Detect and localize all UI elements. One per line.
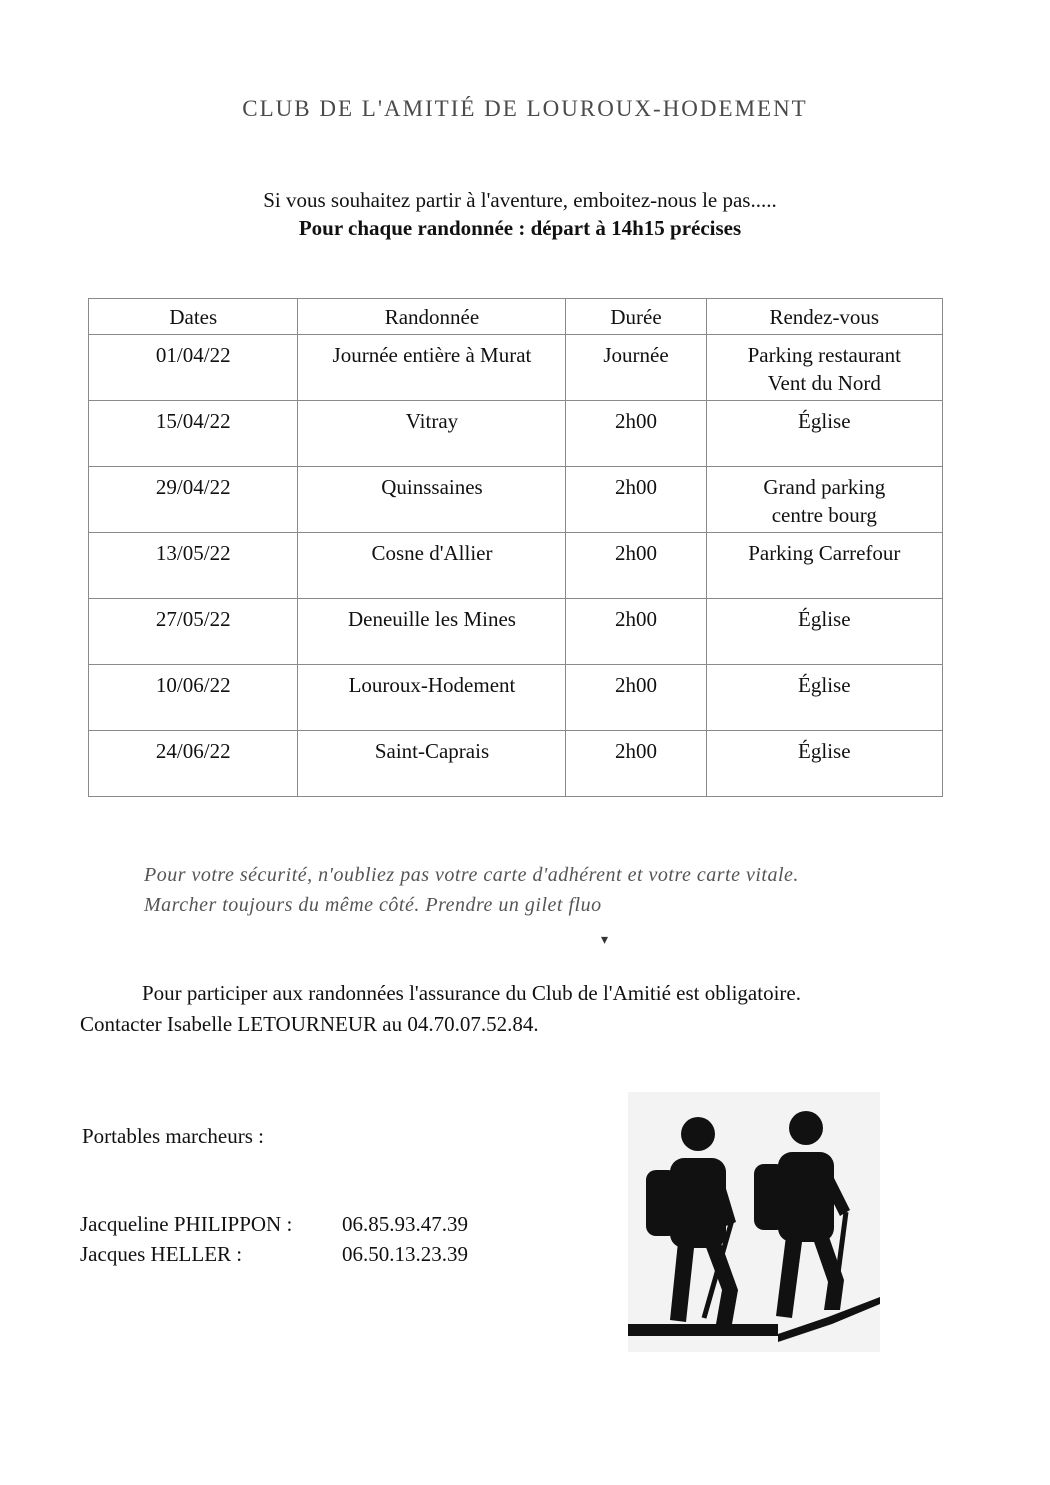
safety-notice — [144, 860, 964, 920]
contact-name: Jacques HELLER : — [80, 1242, 243, 1266]
cell-randonnee: Quinssaines — [298, 467, 566, 533]
cell-date: 01/04/22 — [89, 335, 298, 401]
contact-phone: 06.85.93.47.39 — [342, 1212, 468, 1236]
cell-duree: Journée — [566, 335, 706, 401]
cell-rendez-vous: Église — [706, 665, 942, 731]
cell-duree: 2h00 — [566, 467, 706, 533]
cell-randonnee: Louroux-Hodement — [298, 665, 566, 731]
cell-duree: 2h00 — [566, 665, 706, 731]
cell-randonnee: Vitray — [298, 401, 566, 467]
cell-date: 29/04/22 — [89, 467, 298, 533]
header-dates: Dates — [89, 299, 298, 335]
cell-rendez-vous: Église — [706, 731, 942, 797]
cell-rendez-vous: Parking Carrefour — [706, 533, 942, 599]
contact-phone: 06.50.13.23.39 — [342, 1242, 468, 1266]
header-rendez-vous: Rendez-vous — [706, 299, 942, 335]
header-randonnee: Randonnée — [298, 299, 566, 335]
contact-line: Contacter Isabelle LETOURNEUR au 04.70.07.52.84. — [80, 1012, 539, 1036]
contact-name: Jacqueline PHILIPPON : — [80, 1212, 293, 1236]
safety-line: Marcher toujours du même côté. Prendre un gilet fluo — [144, 894, 602, 916]
cell-randonnee: Saint-Caprais — [298, 731, 566, 797]
contacts-heading: Portables marcheurs : — [82, 1124, 264, 1148]
cell-date: 15/04/22 — [89, 401, 298, 467]
intro-line: Si vous souhaitez partir à l'aventure, emboitez-nous le pas..... — [263, 188, 777, 212]
table-row — [89, 335, 943, 401]
contact-row — [80, 1209, 468, 1239]
cell-date: 10/06/22 — [89, 665, 298, 731]
cell-randonnee: Deneuille les Mines — [298, 599, 566, 665]
header-duree: Durée — [566, 299, 706, 335]
departure-time-line: Pour chaque randonnée : départ à 14h15 précises — [298, 216, 742, 240]
cell-randonnee: Journée entière à Murat — [298, 335, 566, 401]
table-row — [89, 665, 943, 731]
cell-rendez-vous: Parking restaurant Vent du Nord — [706, 335, 942, 401]
hikers-icon — [628, 1092, 880, 1352]
table-header-row — [89, 299, 943, 335]
intro-text — [0, 186, 1040, 242]
insurance-line: Pour participer aux randonnées l'assurance du Club de l'Amitié est obligatoire. — [142, 981, 801, 1005]
cell-duree: 2h00 — [566, 731, 706, 797]
table-row — [89, 401, 943, 467]
tick-mark: ▾ — [601, 933, 609, 948]
table-row — [89, 731, 943, 797]
table-row — [89, 533, 943, 599]
cell-randonnee: Cosne d'Allier — [298, 533, 566, 599]
cell-date: 27/05/22 — [89, 599, 298, 665]
cell-duree: 2h00 — [566, 599, 706, 665]
hike-schedule-table — [88, 298, 943, 797]
contacts-list — [80, 1209, 468, 1269]
safety-line: Pour votre sécurité, n'oubliez pas votre carte d'adhérent et votre carte vitale. — [144, 864, 799, 886]
cell-date: 13/05/22 — [89, 533, 298, 599]
cell-duree: 2h00 — [566, 401, 706, 467]
table-body — [89, 335, 943, 797]
cell-rendez-vous: Église — [706, 599, 942, 665]
cell-date: 24/06/22 — [89, 731, 298, 797]
contact-row — [80, 1239, 468, 1269]
cell-rendez-vous: Grand parking centre bourg — [706, 467, 942, 533]
cell-duree: 2h00 — [566, 533, 706, 599]
cell-rendez-vous: Église — [706, 401, 942, 467]
insurance-notice — [80, 978, 980, 1040]
club-title: CLUB DE L'AMITIÉ DE LOUROUX-HODEMENT — [242, 96, 808, 121]
table-row — [89, 467, 943, 533]
table-row — [89, 599, 943, 665]
